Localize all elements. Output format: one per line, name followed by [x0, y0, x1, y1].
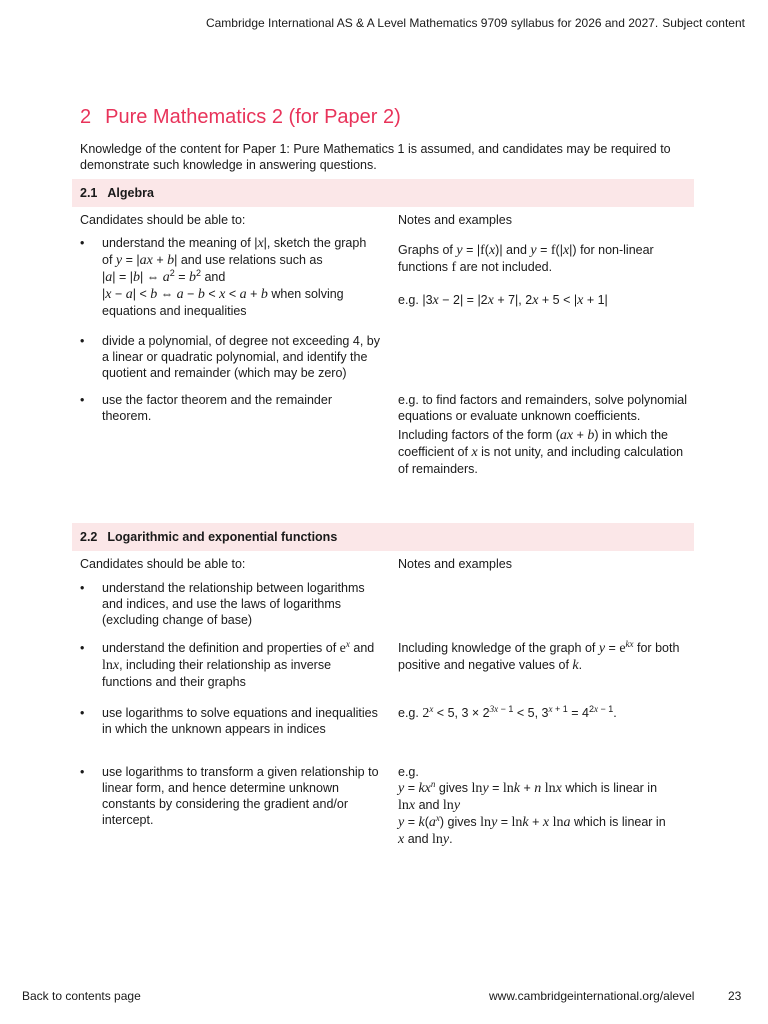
column-header-candidates: Candidates should be able to: [80, 213, 246, 227]
section-number: 2 [80, 106, 92, 128]
topic-title: Logarithmic and exponential functions [107, 530, 338, 544]
column-header-notes: Notes and examples [398, 213, 512, 227]
bullet-icon: • [80, 641, 85, 655]
note-modulus: Graphs of y = |f(x)| and y = f(|x|) for non-linear functions f are not included. e.g. |3x − 2| = |2x + 7|, 2x + 5 < |x + 1| [398, 243, 654, 308]
note-factor-theorem: e.g. to find factors and remainders, solve polynomial equations or evaluate unknown coefficients. Including factors of the form (ax + b) in which the coefficient of x is not unity, and including calculation of remainders. [398, 393, 688, 476]
list-item-linear-form: • use logarithms to transform a given relationship to linear form, and hence determine unknown constants by considering the gradient and/or intercept. [80, 765, 379, 827]
note-log-equations: e.g. $2^x < 5$, $3 \times 2^{3x - 1} < 5$, $3^{x + 1} = 4^{2x - 1}$. [398, 703, 617, 721]
header-section: Subject content [662, 16, 745, 30]
topic-number: 2.2 [80, 530, 98, 544]
list-item-log-laws: • understand the relationship between logarithms and indices, and use the laws of logarithms (excluding change of base) [80, 581, 365, 627]
bullet-icon: • [80, 334, 85, 348]
list-item-modulus: • understand the meaning of |x|, sketch the graph of y = |ax + b| and use relations such as |a| = |b| ⇔ $a^2 = b^2$ and |x − a| < b ⇔ a − b < x < a + b when solving equations and inequalities [80, 236, 367, 318]
note-linear-form: e.g. $y = kx^n$ gives lny = lnk + n lnx which is linear in lnx and lny $y = k(a^x)$ gives lny = lnk + x lna which is linear in x and lny. [398, 765, 666, 847]
section-title [80, 106, 401, 129]
bullet-icon: • [80, 581, 85, 595]
website-link[interactable]: www.cambridgeinternational.org/alevel [489, 989, 695, 1003]
page-number: 23 [728, 989, 742, 1003]
list-item-log-equations: • use logarithms to solve equations and inequalities in which the unknown appears in indices [80, 706, 378, 736]
topic-number: 2.1 [80, 186, 98, 200]
back-to-contents-link[interactable]: Back to contents page [22, 989, 141, 1003]
list-item-factor-theorem: • use the factor theorem and the remainder theorem. [80, 393, 332, 423]
topic-title: Algebra [107, 186, 154, 200]
list-item-polynomial-division: • divide a polynomial, of degree not exceeding 4, by a linear or quadratic polynomial, and identify the quotient and remainder (which may be zero) [80, 334, 380, 380]
bullet-icon: • [80, 706, 85, 720]
column-header-candidates: Candidates should be able to: [80, 557, 246, 571]
column-header-notes: Notes and examples [398, 557, 512, 571]
page-header [206, 16, 745, 30]
section-title-text: Pure Mathematics 2 (for Paper 2) [105, 106, 401, 128]
list-item-exp-ln: • understand the definition and properties of $e^x$ and lnx, including their relationship as inverse functions and their graphs [80, 638, 375, 689]
topic-band-logarithms [72, 523, 694, 551]
header-doc-title: Cambridge International AS & A Level Mathematics 9709 syllabus for 2026 and 2027. [205, 16, 659, 30]
bullet-icon: • [80, 393, 85, 407]
note-exp-graph: Including knowledge of the graph of $y = e^{kx}$ for both positive and negative values of k. [398, 638, 680, 673]
topic-band-algebra [72, 179, 694, 207]
bullet-icon: • [80, 236, 85, 250]
bullet-icon: • [80, 765, 85, 779]
section-intro: Knowledge of the content for Paper 1: Pure Mathematics 1 is assumed, and candidates may be required to demonstrate such knowledge in answering questions. [80, 142, 671, 172]
